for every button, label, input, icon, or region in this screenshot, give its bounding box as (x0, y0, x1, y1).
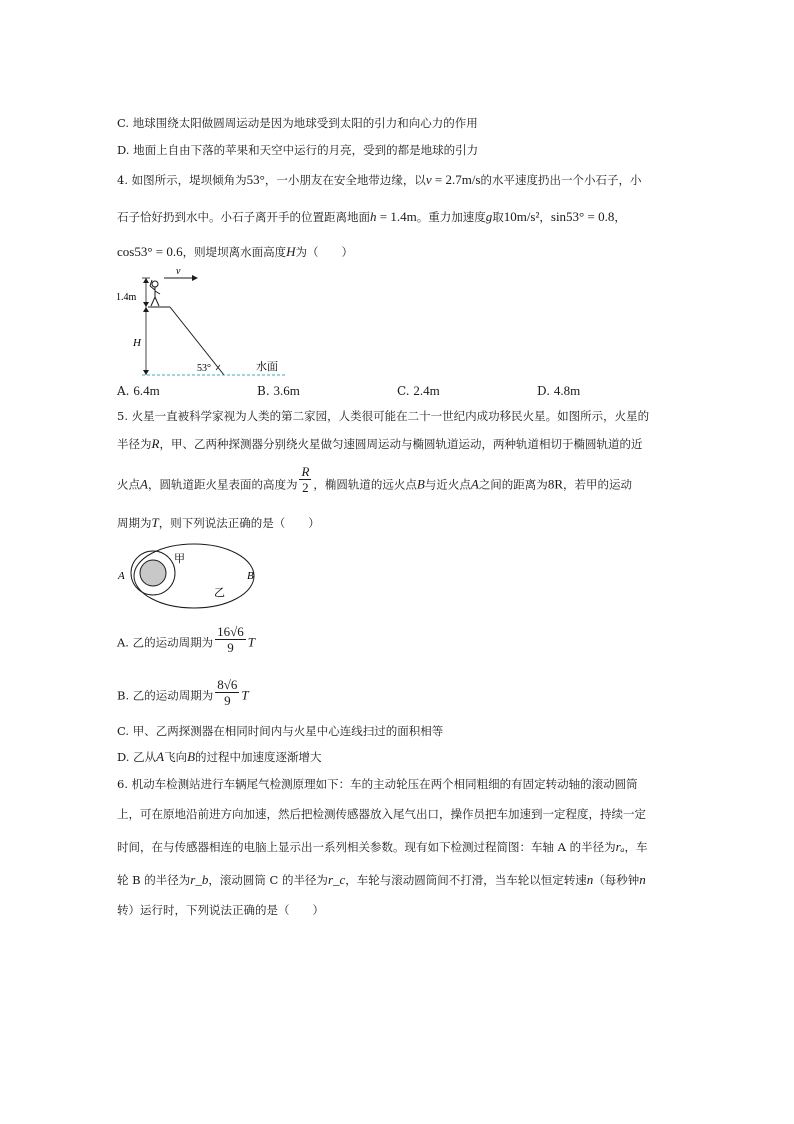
point-b-label: B (247, 570, 254, 582)
mars-planet (140, 560, 166, 586)
q5-line-1: 5. 火星一直被科学家视为人类的第二家园，人类很可能在二十一世纪内成功移民火星。如图所示，火星的 (117, 409, 650, 423)
q6-line-3: 时间，在与传感器相连的电脑上显示出一系列相关参数。现有如下检测过程简图：车轴 A 的半径为rₐ，车 (117, 839, 648, 854)
h-label: 1.4m (116, 292, 137, 303)
q4-line-2: 石子恰好扔到水中。小石子离开手的位置距离地面h = 1.4m。重力加速度g取10m/s²，sin53° = 0.8， (117, 209, 626, 224)
velocity-label: v (176, 266, 181, 277)
H-arrow-up (143, 307, 149, 312)
velocity-arrow-head (192, 275, 198, 281)
dam-figure (112, 262, 302, 380)
q5-option-a[interactable]: A. 乙的运动周期为 $\frac{16√6}{9}$ T (117, 624, 255, 655)
q5-option-b[interactable]: B. 乙的运动周期为 $\frac{8√6}{9}$ T (117, 677, 249, 708)
r-over-2-fraction: $\frac{R}{2}$ (301, 464, 310, 495)
orbit-figure (112, 540, 272, 612)
q5-line-3: 火点A，圆轨道距火星表面的高度为 $\frac{R}{2}$ ，椭圆轨道的远火点B与近火点A之间的距离为8R，若甲的运动 (117, 464, 632, 495)
q4-line-3: cos53° = 0.6，则堤坝离水面高度H为（ ） (117, 244, 353, 259)
point-a-label: A (118, 570, 125, 582)
q4-line-1: 4. 如图所示，堤坝倾角为53°，一小朋友在安全地带边缘，以v = 2.7m/s的水平速度扔出一个小石子，小 (117, 172, 642, 187)
option-d-text: D. 地面上自由下落的苹果和天空中运行的月亮，受到的都是地球的引力 (117, 143, 479, 157)
q5-line-2: 半径为R，甲、乙两种探测器分别绕火星做匀速圆周运动与椭圆轨道运动，两种轨道相切于椭圆轨道的近 (117, 436, 643, 451)
q6-line-5: 转）运行时，下列说法正确的是（ ） (117, 903, 324, 917)
q4-option-a[interactable]: A. 6.4m (117, 383, 160, 398)
q4-option-c[interactable]: C. 2.4m (397, 383, 440, 398)
q5-option-c[interactable]: C. 甲、乙两探测器在相同时间内与火星中心连线扫过的面积相等 (117, 724, 444, 738)
q6-line-2: 上，可在原地沿前进方向加速，然后把检测传感器放入尾气出口，操作员把车加速到一定程度，持续一定 (117, 807, 646, 821)
h-arrow-up (143, 278, 149, 283)
H-label: H (133, 337, 141, 349)
angle-label: 53° (197, 363, 211, 374)
option-b-fraction: $\frac{8√6}{9}$ (217, 677, 238, 708)
q6-line-4: 轮 B 的半径为r_b，滚动圆筒 C 的半径为r_c，车轮与滚动圆筒间不打滑，当车轮以恒定转速n（每秒钟n (117, 872, 646, 887)
option-a-fraction: $\frac{16√6}{9}$ (217, 624, 244, 655)
H-arrow-down (143, 370, 149, 375)
yi-label: 乙 (214, 587, 225, 599)
q5-option-d[interactable]: D. 乙从A飞向B的过程中加速度逐渐增大 (117, 749, 322, 764)
q5-line-4: 周期为T，则下列说法正确的是（ ） (117, 515, 320, 530)
option-c-text: C. 地球围绕太阳做圆周运动是因为地球受到太阳的引力和向心力的作用 (117, 116, 478, 130)
water-label: 水面 (256, 361, 278, 373)
jia-label: 甲 (174, 553, 185, 565)
q6-line-1: 6. 机动车检测站进行车辆尾气检测原理如下：车的主动轮压在两个相同粗细的有固定转动轴的滚动圆筒 (117, 777, 638, 791)
q4-option-b[interactable]: B. 3.6m (257, 383, 300, 398)
h-arrow-down (143, 302, 149, 307)
q4-option-d[interactable]: D. 4.8m (537, 383, 581, 398)
child-figure (150, 280, 160, 306)
